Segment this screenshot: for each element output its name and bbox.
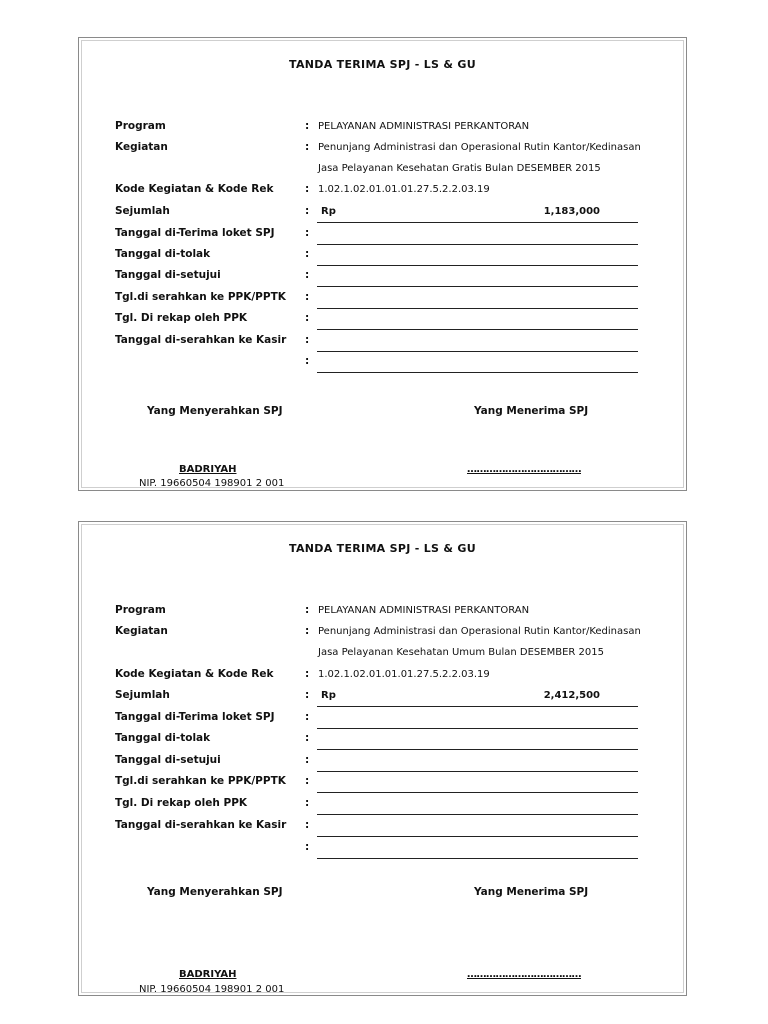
kode-row bbox=[115, 180, 675, 201]
colon: : bbox=[305, 312, 310, 324]
field-label: Tanggal di-Terima loket SPJ bbox=[115, 227, 275, 239]
kegiatan-value-2: Jasa Pelayanan Kesehatan Umum Bulan DESEMBER 2015 bbox=[318, 647, 604, 658]
fill-line[interactable] bbox=[317, 836, 638, 837]
receipt-2 bbox=[78, 521, 687, 996]
currency-label: Rp bbox=[321, 206, 336, 217]
kegiatan-row-2 bbox=[115, 159, 675, 180]
colon: : bbox=[305, 183, 310, 195]
program-value: PELAYANAN ADMINISTRASI PERKANTORAN bbox=[318, 121, 530, 132]
receipt-title: TANDA TERIMA SPJ - LS & GU bbox=[289, 58, 476, 71]
field-row bbox=[115, 331, 675, 352]
receiver-signature-placeholder: ……………………………… bbox=[467, 464, 581, 475]
field-label: Tanggal di-Terima loket SPJ bbox=[115, 711, 275, 723]
kegiatan-row bbox=[115, 138, 675, 159]
field-row bbox=[115, 352, 675, 373]
field-label: Tanggal di-setujui bbox=[115, 754, 221, 766]
colon: : bbox=[305, 355, 310, 367]
currency-label: Rp bbox=[321, 690, 336, 701]
field-label: Tanggal di-serahkan ke Kasir bbox=[115, 819, 287, 831]
fill-line[interactable] bbox=[317, 372, 638, 373]
colon: : bbox=[305, 269, 310, 281]
receiver-label: Yang Menerima SPJ bbox=[474, 405, 589, 417]
colon: : bbox=[305, 205, 310, 217]
field-label: Tgl.di serahkan ke PPK/PPTK bbox=[115, 775, 286, 787]
receipt-title: TANDA TERIMA SPJ - LS & GU bbox=[289, 542, 476, 555]
giver-label: Yang Menyerahkan SPJ bbox=[147, 405, 283, 417]
field-row bbox=[115, 266, 675, 287]
field-row bbox=[115, 729, 675, 750]
field-row bbox=[115, 751, 675, 772]
field-row bbox=[115, 708, 675, 729]
field-row bbox=[115, 816, 675, 837]
field-label: Tanggal di-tolak bbox=[115, 732, 211, 744]
giver-name: BADRIYAH bbox=[179, 464, 237, 475]
field-row bbox=[115, 838, 675, 859]
giver-name: BADRIYAH bbox=[179, 969, 237, 980]
sejumlah-row bbox=[115, 686, 675, 707]
sejumlah-label: Sejumlah bbox=[115, 205, 170, 217]
colon: : bbox=[305, 291, 310, 303]
field-row bbox=[115, 288, 675, 309]
field-label: Tgl.di serahkan ke PPK/PPTK bbox=[115, 291, 286, 303]
giver-label: Yang Menyerahkan SPJ bbox=[147, 886, 283, 898]
colon: : bbox=[305, 754, 310, 766]
colon: : bbox=[305, 732, 310, 744]
colon: : bbox=[305, 689, 310, 701]
field-label: Tgl. Di rekap oleh PPK bbox=[115, 312, 248, 324]
program-label: Program bbox=[115, 604, 166, 616]
fill-line[interactable] bbox=[317, 792, 638, 793]
fill-line[interactable] bbox=[317, 749, 638, 750]
amount-line bbox=[317, 222, 638, 223]
sejumlah-label: Sejumlah bbox=[115, 689, 170, 701]
giver-nip: NIP. 19660504 198901 2 001 bbox=[139, 984, 285, 995]
kegiatan-label: Kegiatan bbox=[115, 625, 168, 637]
receiver-label: Yang Menerima SPJ bbox=[474, 886, 589, 898]
receipt-1 bbox=[78, 37, 687, 491]
amount-value: 2,412,500 bbox=[543, 690, 600, 701]
field-row bbox=[115, 224, 675, 245]
giver-nip: NIP. 19660504 198901 2 001 bbox=[139, 478, 285, 489]
field-row bbox=[115, 794, 675, 815]
receiver-signature-placeholder: ……………………………… bbox=[467, 969, 581, 980]
kode-value: 1.02.1.02.01.01.01.27.5.2.2.03.19 bbox=[318, 669, 490, 680]
kegiatan-value-1: Penunjang Administrasi dan Operasional Rutin Kantor/Kedinasan bbox=[318, 626, 641, 637]
colon: : bbox=[305, 334, 310, 346]
kode-label: Kode Kegiatan & Kode Rek bbox=[115, 668, 274, 680]
fill-line[interactable] bbox=[317, 329, 638, 330]
fill-line[interactable] bbox=[317, 858, 638, 859]
colon: : bbox=[305, 797, 310, 809]
fill-line[interactable] bbox=[317, 814, 638, 815]
amount-value: 1,183,000 bbox=[543, 206, 600, 217]
colon: : bbox=[305, 711, 310, 723]
program-label: Program bbox=[115, 120, 166, 132]
colon: : bbox=[305, 248, 310, 260]
field-label: Tanggal di-setujui bbox=[115, 269, 221, 281]
kegiatan-row-2 bbox=[115, 643, 675, 664]
kode-label: Kode Kegiatan & Kode Rek bbox=[115, 183, 274, 195]
colon: : bbox=[305, 668, 310, 680]
colon: : bbox=[305, 227, 310, 239]
field-row bbox=[115, 245, 675, 266]
kode-row bbox=[115, 665, 675, 686]
colon: : bbox=[305, 625, 310, 637]
colon: : bbox=[305, 141, 310, 153]
field-label: Tgl. Di rekap oleh PPK bbox=[115, 797, 248, 809]
program-row bbox=[115, 117, 675, 138]
amount-line bbox=[317, 706, 638, 707]
sejumlah-row bbox=[115, 202, 675, 223]
kegiatan-value-1: Penunjang Administrasi dan Operasional Rutin Kantor/Kedinasan bbox=[318, 142, 641, 153]
colon: : bbox=[305, 120, 310, 132]
kegiatan-label: Kegiatan bbox=[115, 141, 168, 153]
program-row bbox=[115, 601, 675, 622]
colon: : bbox=[305, 841, 310, 853]
colon: : bbox=[305, 604, 310, 616]
kode-value: 1.02.1.02.01.01.01.27.5.2.2.03.19 bbox=[318, 184, 490, 195]
colon: : bbox=[305, 819, 310, 831]
kegiatan-row bbox=[115, 622, 675, 643]
field-row bbox=[115, 772, 675, 793]
field-label: Tanggal di-tolak bbox=[115, 248, 211, 260]
field-row bbox=[115, 309, 675, 330]
program-value: PELAYANAN ADMINISTRASI PERKANTORAN bbox=[318, 605, 530, 616]
field-label: Tanggal di-serahkan ke Kasir bbox=[115, 334, 287, 346]
kegiatan-value-2: Jasa Pelayanan Kesehatan Gratis Bulan DESEMBER 2015 bbox=[318, 163, 601, 174]
fill-line[interactable] bbox=[317, 286, 638, 287]
colon: : bbox=[305, 775, 310, 787]
